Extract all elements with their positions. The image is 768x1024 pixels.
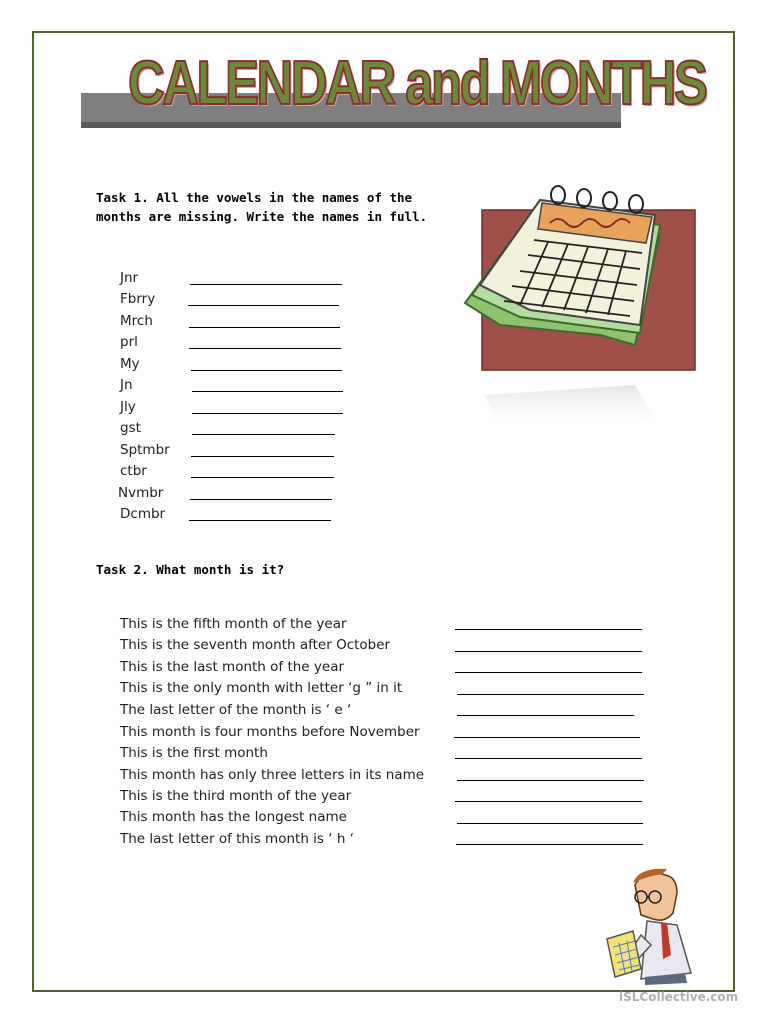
task2-answer-line[interactable] xyxy=(457,715,634,716)
task1-answer-line[interactable] xyxy=(188,305,339,306)
task1-item: Sptmbr xyxy=(120,442,170,458)
task2-item: This is the only month with letter ‘g ” in it xyxy=(120,680,403,696)
task2-answer-line[interactable] xyxy=(455,651,642,652)
task2-answer-line[interactable] xyxy=(455,672,642,673)
task1-item: ctbr xyxy=(120,463,147,479)
task1-heading-line1: Task 1. All the vowels in the names of the xyxy=(96,190,413,205)
task1-item: Mrch xyxy=(120,313,153,329)
task1-item: Jly xyxy=(120,399,136,415)
task2-answer-line[interactable] xyxy=(455,758,642,759)
task2-item: The last letter of this month is ‘ h ‘ xyxy=(120,831,354,847)
task2-item: This is the last month of the year xyxy=(120,659,345,675)
task1-answer-line[interactable] xyxy=(191,370,342,371)
task1-item: gst xyxy=(120,420,141,436)
task1-item: My xyxy=(120,356,140,372)
task1-item: prl xyxy=(120,334,138,350)
task1-answer-line[interactable] xyxy=(189,520,331,521)
task2-item: This is the first month xyxy=(120,745,268,761)
calendar-illustration-icon xyxy=(460,185,704,565)
task2-item: This month is four months before November xyxy=(120,724,420,740)
task2-item: The last letter of the month is ‘ e ‘ xyxy=(120,702,352,718)
task1-item: Fbrry xyxy=(120,291,156,307)
task1-answer-line[interactable] xyxy=(190,499,332,500)
task2-answer-line[interactable] xyxy=(457,780,644,781)
task2-answer-line[interactable] xyxy=(454,737,640,738)
task1-answer-line[interactable] xyxy=(191,456,334,457)
task2-answer-line[interactable] xyxy=(456,844,643,845)
task2-item: This is the fifth month of the year xyxy=(120,616,347,632)
watermark: iSLCollective.com xyxy=(619,990,739,1004)
task1-answer-line[interactable] xyxy=(189,327,340,328)
task2-item: This is the third month of the year xyxy=(120,788,352,804)
task2-answer-line[interactable] xyxy=(457,694,644,695)
task1-item: Jnr xyxy=(120,270,139,286)
task2-item: This is the seventh month after October xyxy=(120,637,391,653)
task1-answer-line[interactable] xyxy=(192,434,335,435)
task1-item: Nvmbr xyxy=(118,485,164,501)
task1-answer-line[interactable] xyxy=(191,477,334,478)
task1-item: Jn xyxy=(120,377,133,393)
task2-answer-line[interactable] xyxy=(455,801,642,802)
task1-answer-line[interactable] xyxy=(192,413,343,414)
task2-answer-line[interactable] xyxy=(457,823,643,824)
task2-item: This month has only three letters in its name xyxy=(120,767,425,783)
task2-answer-line[interactable] xyxy=(455,629,642,630)
task2-heading: Task 2. What month is it? xyxy=(96,562,285,577)
task1-answer-line[interactable] xyxy=(189,348,341,349)
task2-item: This month has the longest name xyxy=(120,809,347,825)
task1-answer-line[interactable] xyxy=(190,284,342,285)
task1-item: Dcmbr xyxy=(120,506,166,522)
task1-heading xyxy=(96,188,427,226)
page-title: CALENDAR and MONTHS xyxy=(128,49,706,118)
task1-heading-line2: months are missing. Write the names in full. xyxy=(96,209,428,224)
task1-answer-line[interactable] xyxy=(192,391,343,392)
man-with-calendar-illustration-icon xyxy=(605,865,715,985)
